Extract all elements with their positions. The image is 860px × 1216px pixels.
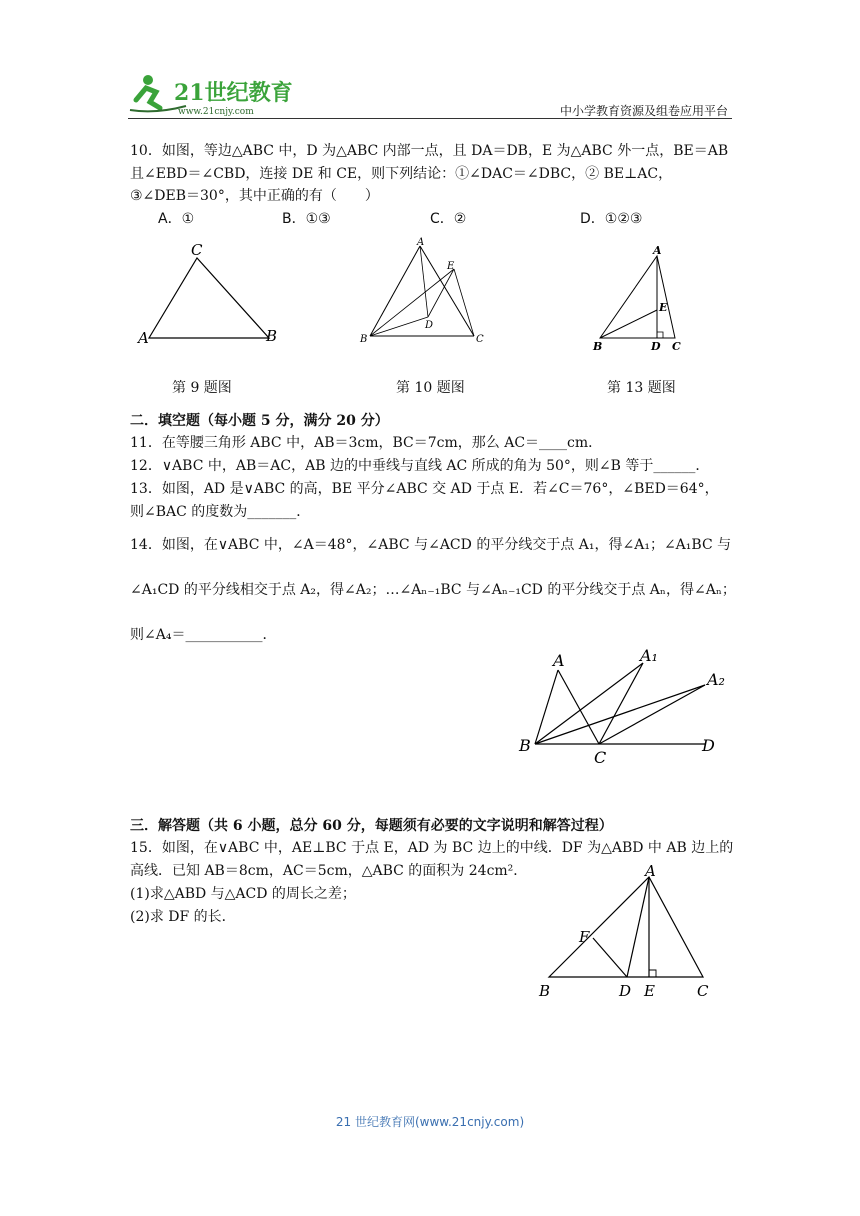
fig15-label-c: C: [697, 982, 709, 1000]
fig10-label-c: C: [476, 334, 484, 345]
footer-link[interactable]: 21 世纪教育网(www.21cnjy.com): [335, 1115, 525, 1129]
figure-14: [515, 640, 735, 770]
fig10-label-b: B: [360, 334, 368, 345]
q12-text: 12．∨ABC 中，AB＝AC，AB 边的中垂线与直线 AC 所成的角为 50°，则∠B 等于______．: [130, 458, 710, 474]
fig14-label-a: A: [553, 651, 565, 670]
site-logo: [126, 70, 296, 118]
q10-option-d: D．①②③: [580, 211, 643, 227]
q10-option-c: C．②: [430, 211, 467, 227]
fig15-label-a: A: [645, 862, 656, 880]
header-divider: [128, 118, 732, 119]
fig13-label-b: B: [593, 340, 603, 353]
platform-name: 中小学教育资源及组卷应用平台: [559, 104, 728, 118]
logo-text: 21世纪教育: [174, 80, 293, 106]
fig10-caption: 第 10 题图: [396, 380, 465, 396]
logo-sub: www.21cnjy.com: [178, 107, 254, 117]
section2-title: 二．填空题（每小题 5 分，满分 20 分）: [130, 413, 389, 429]
fig9-label-c: C: [191, 241, 203, 259]
fig15-label-d: D: [619, 982, 632, 1000]
q15-part2: (2)求 DF 的长．: [130, 909, 236, 925]
fig14-label-a1: A₁: [640, 646, 658, 665]
fig9-caption: 第 9 题图: [172, 380, 232, 396]
fig9-label-a: A: [138, 329, 149, 347]
fig15-label-b: B: [539, 982, 551, 1000]
fig10-label-a: A: [417, 237, 425, 248]
q10-line2: 且∠EBD＝∠CBD，连接 DE 和 CE，则下列结论：①∠DAC＝∠DBC，② BE⊥AC，: [130, 166, 673, 182]
q14-line1: 14．如图，在∨ABC 中，∠A＝48°，∠ABC 与∠ACD 的平分线交于点 A₁，得∠A₁；∠A₁BC 与: [130, 537, 732, 553]
fig15-label-e: E: [644, 982, 655, 1000]
figure-9: [130, 238, 290, 353]
q10-line1: 10．如图，等边△ABC 中，D 为△ABC 内部一点，且 DA＝DB，E 为△ABC 外一点，BE＝AB: [130, 143, 729, 159]
fig14-label-b: B: [519, 736, 531, 755]
fig10-label-e: E: [447, 261, 455, 272]
q15-line1: 15．如图，在∨ABC 中，AE⊥BC 于点 E，AD 为 BC 边上的中线．DF 为△ABD 中 AB 边上的: [130, 840, 734, 856]
q15-part1: (1)求△ABD 与△ACD 的周长之差；: [130, 886, 356, 902]
q10-option-a: A．①: [158, 211, 195, 227]
figure-13: [585, 240, 695, 358]
q13-line2: 则∠BAC 的度数为_______．: [130, 504, 311, 520]
q10-line3: ③∠DEB＝30°，其中正确的有（ ）: [130, 188, 379, 204]
fig13-label-c: C: [672, 340, 681, 353]
fig14-label-c: C: [594, 748, 607, 767]
q14-line3: 则∠A₄＝___________．: [130, 627, 277, 643]
q14-line2: ∠A₁CD 的平分线相交于点 A₂，得∠A₂；…∠Aₙ₋₁BC 与∠Aₙ₋₁CD 的平分线交于点 Aₙ，得∠Aₙ；: [130, 582, 736, 598]
figure-10: [350, 234, 500, 354]
fig14-label-a2: A₂: [707, 670, 725, 689]
fig9-label-b: B: [266, 327, 278, 345]
fig13-caption: 第 13 题图: [607, 380, 676, 396]
q13-line1: 13．如图，AD 是∨ABC 的高，BE 平分∠ABC 交 AD 于点 E．若∠C＝76°，∠BED＝64°，: [130, 481, 719, 497]
section3-title: 三．解答题（共 6 小题，总分 60 分，每题须有必要的文字说明和解答过程）: [130, 818, 613, 834]
fig13-label-e: E: [659, 301, 668, 314]
fig15-label-f: F: [579, 928, 590, 946]
q11-text: 11．在等腰三角形 ABC 中，AB＝3cm，BC＝7cm，那么 AC＝____cm．: [130, 435, 603, 451]
fig13-label-d: D: [651, 340, 661, 353]
runner-logo-icon: [126, 70, 296, 118]
fig14-label-d: D: [702, 736, 715, 755]
fig10-label-d: D: [425, 320, 434, 331]
q15-line2: 高线．已知 AB＝8cm，AC＝5cm，△ABC 的面积为 24cm²．: [130, 863, 528, 879]
q10-option-b: B．①③: [282, 211, 331, 227]
fig13-label-a: A: [653, 244, 662, 257]
figure-15: [535, 862, 725, 1002]
